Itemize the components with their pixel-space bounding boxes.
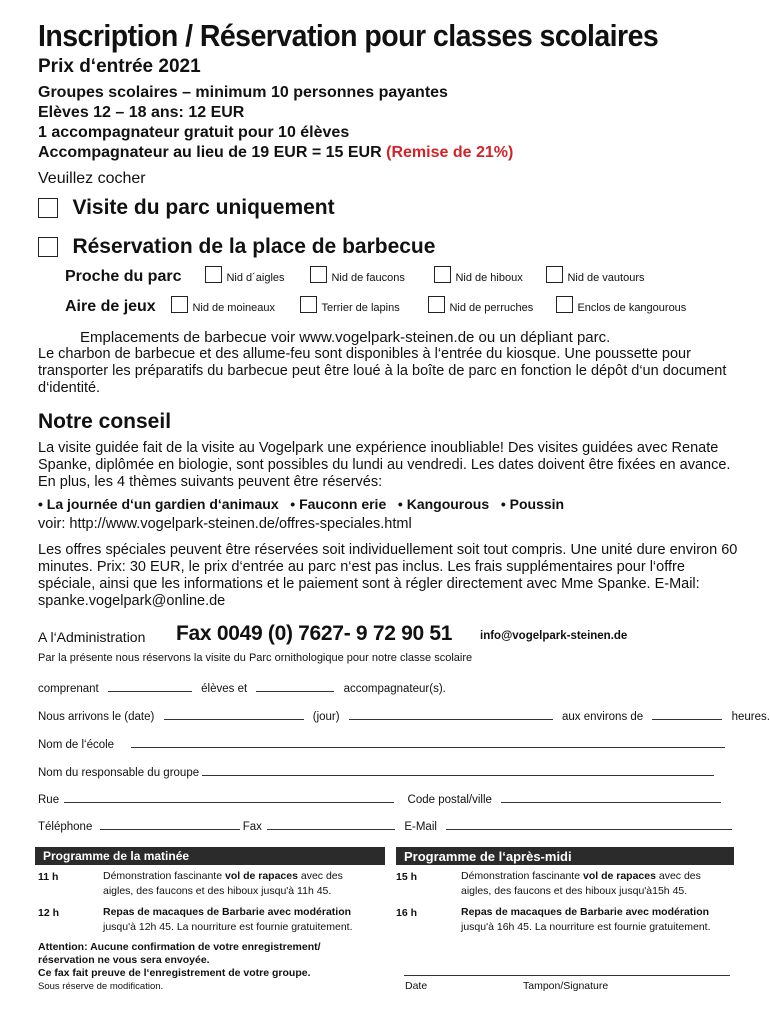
- date-field[interactable]: [164, 710, 304, 720]
- label: (jour): [312, 711, 340, 723]
- program-description: [103, 869, 373, 899]
- near-park-label: Proche du parc: [65, 268, 182, 285]
- attention-notice: [38, 941, 321, 993]
- near-item-3[interactable]: [434, 266, 523, 286]
- text: Démonstration fascinante: [461, 870, 583, 882]
- near-item-1[interactable]: [205, 266, 285, 286]
- fax-number: Fax 0049 (0) 7627- 9 72 90 51: [176, 622, 453, 645]
- offers-text: Les offres spéciales peuvent être réservées soit individuellement soit tout compris. Une unité dure environ 60 minutes. Prix: 30 EUR, le prix d‘entrée au parc n‘est pas inclus. Les frais supplémentaires pour l‘offre spéciale, ainsi que les informations et le paiement sont à régler directement avec Mme Spanke. E-Mail: spanke.vogelpark@online.de: [38, 542, 738, 609]
- postal-city-field[interactable]: [501, 793, 721, 803]
- form-row-responsible: [38, 766, 714, 779]
- near-item-label: Nid de vautours: [567, 272, 645, 284]
- companions-count-field[interactable]: [256, 682, 334, 692]
- page-subtitle: Prix d‘entrée 2021: [38, 56, 201, 77]
- checkbox[interactable]: [556, 296, 573, 313]
- program-time: 12 h: [38, 907, 60, 919]
- day-field[interactable]: [349, 710, 553, 720]
- label: aux environs de: [561, 711, 644, 723]
- label: Nom de l‘école: [38, 739, 115, 751]
- text: Repas de macaques de Barbarie avec modération: [461, 906, 710, 918]
- checkbox[interactable]: [428, 296, 445, 313]
- play-item-label: Nid de perruches: [449, 302, 534, 314]
- text: Repas de macaques de Barbarie avec modération: [103, 906, 352, 918]
- theme-item: La journée d‘un gardien d‘animaux: [46, 496, 279, 512]
- theme-item: Fauconn erie: [299, 496, 387, 512]
- offers-link[interactable]: voir: http://www.vogelpark-steinen.de/offres-speciales.html: [38, 516, 412, 532]
- page-title: Inscription / Réservation pour classes scolaires: [38, 18, 659, 53]
- label: Fax: [242, 821, 262, 833]
- play-item-2[interactable]: [300, 296, 400, 316]
- text: vol de rapaces: [224, 870, 298, 882]
- near-item-4[interactable]: [546, 266, 645, 286]
- play-area-label: Aire de jeux: [65, 298, 156, 315]
- discount-text: (Remise de 21%): [386, 144, 514, 161]
- street-field[interactable]: [64, 793, 394, 803]
- time-field[interactable]: [652, 710, 722, 720]
- near-item-label: Nid de hiboux: [455, 272, 523, 284]
- checkbox[interactable]: [205, 266, 222, 283]
- attention-line: réservation ne vous sera envoyée.: [38, 954, 210, 966]
- label: Nous arrivons le (date): [38, 711, 155, 723]
- theme-item: Kangourous: [406, 496, 490, 512]
- program-description: [461, 869, 731, 899]
- conseil-text: La visite guidée fait de la visite au Vogelpark une expérience inoubliable! Des visites guidées avec Renate Spanke, diplômée en biologie, sont possibles du lundi au vendredi. Les dates doivent être fixées en avance. En plus, les 4 thèmes suivants peuvent être réservés:: [38, 440, 731, 490]
- fax-field[interactable]: [267, 820, 395, 830]
- form-row-contact: [38, 820, 732, 833]
- responsible-field[interactable]: [202, 766, 714, 776]
- form-row-arrival: [38, 710, 770, 723]
- checkbox[interactable]: [310, 266, 327, 283]
- themes-list: • La journée d‘un gardien d‘animaux • Fauconn erie • Kangourous • Poussin: [38, 496, 565, 512]
- option-barbecue[interactable]: [38, 235, 435, 259]
- price-line-4-text: Accompagnateur au lieu de 19 EUR = 15 EUR: [38, 144, 382, 161]
- admin-email[interactable]: info@vogelpark-steinen.de: [480, 630, 628, 642]
- barbecue-checkbox[interactable]: [38, 237, 58, 257]
- play-item-label: Enclos de kangourous: [577, 302, 687, 314]
- form-row-address: [38, 793, 721, 806]
- afternoon-program-heading: Programme de l‘après-midi: [396, 847, 734, 865]
- email-field[interactable]: [446, 820, 732, 830]
- price-line-4: [38, 144, 513, 162]
- label: comprenant: [38, 683, 99, 695]
- park-only-checkbox[interactable]: [38, 198, 58, 218]
- play-item-1[interactable]: [171, 296, 275, 316]
- label: Code postal/ville: [407, 794, 492, 806]
- check-prompt: Veuillez cocher: [38, 170, 146, 187]
- barbecue-label: Réservation de la place de barbecue: [72, 235, 436, 258]
- attention-line: Ce fax fait preuve de l‘enregistrement de votre groupe.: [38, 967, 311, 979]
- program-time: 11 h: [38, 871, 59, 883]
- program-description: [461, 905, 736, 935]
- date-label: Date: [405, 980, 428, 992]
- form-row-school: [38, 738, 725, 751]
- text: jusqu'à 16h 45. La nourriture est fournie gratuitement.: [461, 921, 711, 933]
- checkbox[interactable]: [171, 296, 188, 313]
- text: jusqu'à 12h 45. La nourriture est fournie gratuitement.: [103, 921, 353, 933]
- barbecue-info: Le charbon de barbecue et des allume-feu sont disponibles à l‘entrée du kiosque. Une poussette pour transporter les préparatifs du barbecue peut être loué à la boîte de parc en fonction le dépôt d‘un document d‘identité.: [38, 346, 727, 396]
- admin-to: A l‘Administration: [38, 629, 146, 645]
- checkbox[interactable]: [546, 266, 563, 283]
- text: Démonstration fascinante: [103, 870, 225, 882]
- checkbox[interactable]: [300, 296, 317, 313]
- booking-intro: Par la présente nous réservons la visite du Parc ornithologique pour notre classe scolaire: [38, 652, 473, 664]
- theme-item: Poussin: [509, 496, 565, 512]
- park-only-label: Visite du parc uniquement: [72, 196, 335, 219]
- program-time: 15 h: [396, 871, 418, 883]
- attention-line: Attention: Aucune confirmation de votre enregistrement/: [38, 941, 321, 953]
- label: Téléphone: [38, 821, 93, 833]
- play-item-3[interactable]: [428, 296, 533, 316]
- label: Nom du responsable du groupe: [38, 767, 200, 779]
- label: Rue: [38, 794, 60, 806]
- price-line-1: Groupes scolaires – minimum 10 personnes payantes: [38, 84, 448, 101]
- near-item-label: Nid d´aigles: [226, 272, 285, 284]
- option-park-only[interactable]: [38, 196, 335, 220]
- conseil-heading: Notre conseil: [38, 410, 172, 433]
- text: vol de rapaces: [582, 870, 656, 882]
- phone-field[interactable]: [100, 820, 240, 830]
- signature-line[interactable]: [404, 975, 730, 976]
- morning-program-heading: Programme de la matinée: [35, 847, 385, 865]
- barbecue-locations-note: Emplacements de barbecue voir www.vogelpark-steinen.de ou un dépliant parc.: [80, 329, 611, 346]
- near-item-label: Nid de faucons: [331, 272, 405, 284]
- text: avec des aigles, des faucons et des hiboux jusqu'à15h 45.: [461, 870, 701, 897]
- label: accompagnateur(s).: [343, 683, 446, 695]
- play-item-label: Nid de moineaux: [192, 302, 276, 314]
- school-name-field[interactable]: [131, 738, 725, 748]
- students-count-field[interactable]: [108, 682, 192, 692]
- label: élèves et: [201, 683, 248, 695]
- text: avec des aigles, des faucons et des hiboux jusqu'à 11h 45.: [103, 870, 343, 897]
- label: heures.: [731, 711, 770, 723]
- near-item-2[interactable]: [310, 266, 405, 286]
- price-line-2: Elèves 12 – 18 ans: 12 EUR: [38, 104, 245, 121]
- program-description: [103, 905, 378, 935]
- play-item-label: Terrier de lapins: [321, 302, 400, 314]
- price-line-3: 1 accompagnateur gratuit pour 10 élèves: [38, 124, 350, 141]
- stamp-signature-label: Tampon/Signature: [523, 980, 609, 992]
- label: E-Mail: [404, 821, 437, 833]
- form-row-count: [38, 682, 446, 695]
- checkbox[interactable]: [434, 266, 451, 283]
- modification-note: Sous réserve de modification.: [38, 981, 164, 992]
- program-time: 16 h: [396, 907, 418, 919]
- play-item-4[interactable]: [556, 296, 686, 316]
